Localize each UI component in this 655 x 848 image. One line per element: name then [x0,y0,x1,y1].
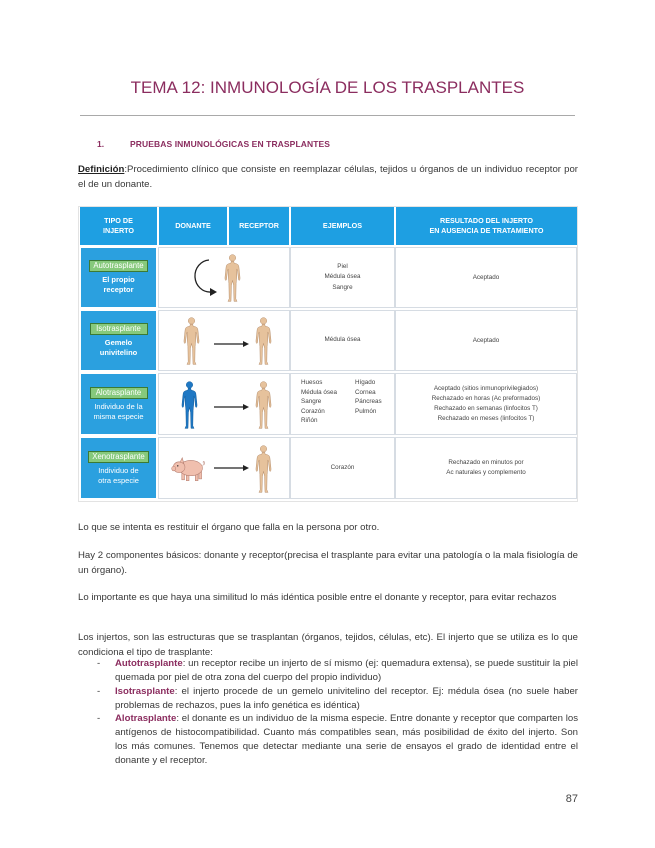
bullet: - [97,686,101,697]
examples-column-1: Huesos Médula ósea Sangre Corazón Riñón [301,379,338,425]
section-title: PRUEBAS INMUNOLÓGICAS EN TRASPLANTES [130,139,331,149]
arrow-right-icon [214,341,249,347]
graft-types-table [78,206,578,502]
row-isotrasplante-type [80,310,157,371]
paragraph: Los injertos, son las estructuras que se trasplantan (órganos, tejidos, células, etc). El injerto que se utiliza es lo que condiciona el tipo de trasplante: [78,632,578,658]
list-item-term: Alotrasplante [115,713,177,724]
paragraph: Lo importante es que haya una similitud lo más idéntica posible entre el donante y receptor, para evitar rechazos [78,592,557,603]
bullet: - [97,658,101,669]
row-autotrasplante-examples: Piel Médula ósea Sangre [290,247,395,308]
pig-icon [172,458,205,481]
row-autotrasplante-result: Aceptado [395,247,577,308]
list-item-text [115,685,578,713]
list-item-term: Autotrasplante [115,658,183,669]
type-description: Gemelo univitelino [99,338,138,357]
row-alotrasplante-type [80,373,157,435]
arrow-right-icon [214,404,249,410]
row-autotrasplante-figures [158,247,290,308]
paragraph: Lo que se intenta es restituir el órgano que falla en la persona por otro. [78,522,380,533]
row-isotrasplante-examples: Médula ósea [290,310,395,371]
blue-human-figure-icon [182,382,197,429]
definition-term: Definición [78,164,125,175]
human-figure-icon [225,255,240,302]
list-item-body: : el donante es un individuo de la misma especie. Entre donante y receptor que comparten los antígenos de histocompatibilidad. Cuanto más compatibles sean, más posibilidad de éxito del injerto. Son los más comunes. Tenemos que detectar mediante una serie de ensayos el grado de identidad entre el donante y el receptor. [115,713,578,766]
row-xenotrasplante-result: Rechazado en minutos por Ac naturales y complemento [395,437,577,499]
definition-paragraph [78,163,578,192]
definition-text: :Procedimiento clínico que consiste en reemplazar células, tejidos u órganos de un individuo receptor por el de un donante. [78,164,578,190]
type-description: El propio receptor [102,275,135,294]
human-figure-icon [184,318,199,365]
row-alotrasplante-result: Aceptado (sitios inmunoprivilegiados) Rechazado en horas (Ac preformados) Rechazado en semanas (linfocitos T) Rechazado en meses (linfocitos T) [395,373,577,435]
list-item-text [115,657,578,685]
type-label: Autotrasplante [89,260,147,272]
list-item-text [115,712,578,768]
page-title: TEMA 12: INMUNOLOGÍA DE LOS TRASPLANTES [130,78,525,97]
type-label: Isotrasplante [90,323,148,335]
header-receptor: RECEPTOR [229,207,289,245]
list-item [97,657,578,685]
header-donante: DONANTE [159,207,227,245]
row-xenotrasplante-examples: Corazón [290,437,395,499]
row-isotrasplante-result: Aceptado [395,310,577,371]
circular-arrow-icon [195,260,217,296]
arrow-right-icon [214,465,249,471]
row-isotrasplante-figures [158,310,290,371]
list-item-body: : un receptor recibe un injerto de sí mismo (ej: quemadura extensa), se puede sustituir la piel quemada por piel de otra zona del cuerpo del propio individuo) [115,658,578,683]
list-item-term: Isotrasplante [115,686,175,697]
human-figure-icon [256,446,271,493]
paragraph: Hay 2 componentes básicos: donante y receptor(precisa el trasplante para evitar una patología o la mala fisiología de un órgano). [78,550,578,576]
row-alotrasplante-examples [290,373,395,435]
row-xenotrasplante-type [80,437,157,499]
section-number: 1. [97,139,105,149]
row-autotrasplante-type [80,247,157,308]
list-item-body: : el injerto procede de un gemelo univitelino del receptor. Ej: médula ósea (no suele haber problemas de rechazos, pues la info genética es idéntica) [115,686,578,711]
list-item [97,685,578,713]
type-label: Alotrasplante [90,387,148,399]
row-alotrasplante-figures [158,373,290,435]
type-description: Individuo de otra especie [98,465,139,485]
human-figure-icon [256,318,271,365]
header-tipo-injerto: TIPO DE INJERTO [80,207,157,245]
row-xenotrasplante-figures [158,437,290,499]
list-item [97,712,578,768]
type-label: Xenotrasplante [88,451,148,463]
header-resultado: RESULTADO DEL INJERTO EN AUSENCIA DE TRATAMIENTO [396,207,577,245]
examples-column-2: Hígado Cornea Páncreas Pulmón [355,379,382,415]
page-number: 87 [565,793,578,805]
title-divider [80,115,575,116]
header-ejemplos: EJEMPLOS [291,207,394,245]
type-description: Individuo de la misma especie [93,401,144,421]
bullet: - [97,713,101,724]
human-figure-icon [256,382,271,429]
